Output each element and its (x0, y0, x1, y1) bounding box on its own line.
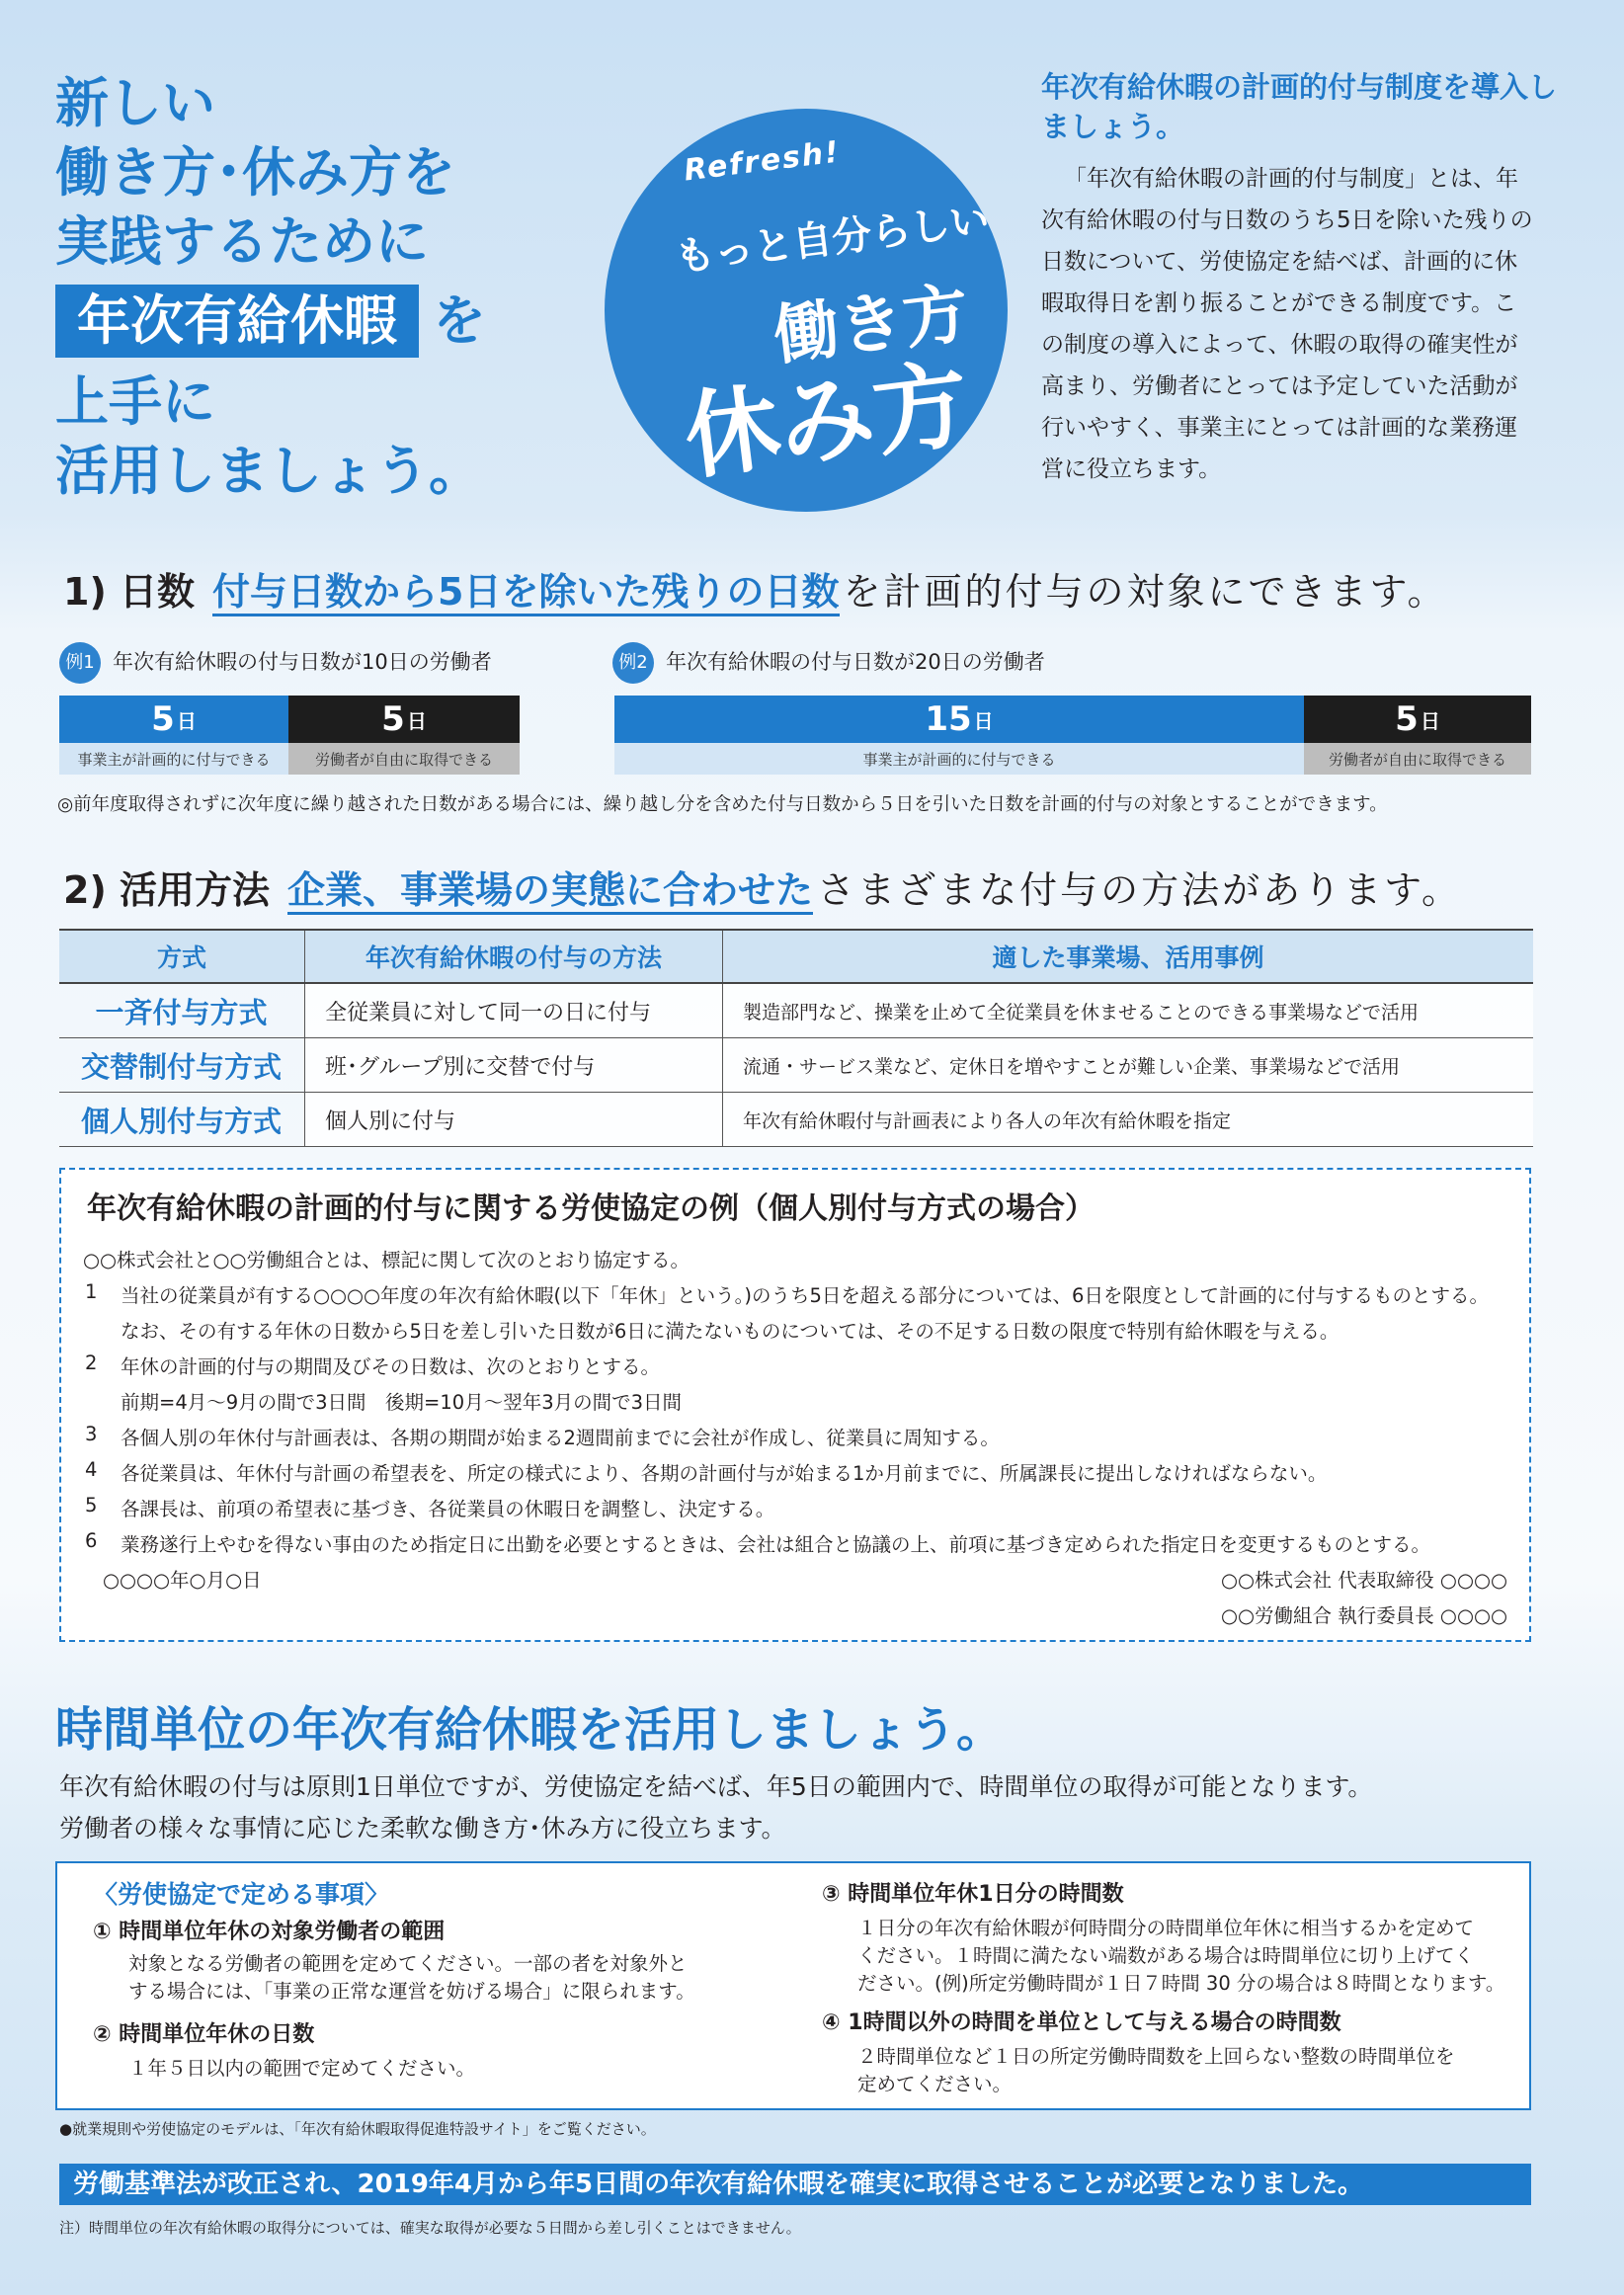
item-2-title: ② 時間単位年休の日数 (93, 2022, 315, 2047)
logo-line-1: もっと自分らしい (672, 197, 993, 282)
agreement-item-text: 各個人別の年休付与計画表は、各期の期間が始まる2週間前までに会社が作成し、従業員に周知する。 (121, 1427, 1000, 1449)
logo-refresh: Refresh! (682, 134, 843, 189)
item-1-text: 対象となる労働者の範囲を定めてください。一部の者を対象外と (128, 1952, 688, 1975)
time-unit-body (59, 1766, 1372, 1849)
table-cell-example: 年次有給休暇付与計画表により各人の年次有給休暇を指定 (723, 1093, 1534, 1147)
time-unit-body-line-1: 年次有給休暇の付与は原則1日単位ですが、労使協定を結べば、年5日の範囲内で、時間単位の取得が可能となります。 (59, 1772, 1373, 1801)
example-2-label (612, 642, 1045, 684)
item-4-text: ２時間単位など１日の所定労働時間数を上回らない整数の時間単位を (857, 2045, 1455, 2068)
item-3-text: １日分の年次有給休暇が何時間分の時間単位年休に相当するかを定めて (857, 1917, 1475, 1939)
item-4-text: 定めてください。 (857, 2073, 1013, 2095)
example-1-caption-employer: 事業主が計画的に付与できる (59, 743, 288, 775)
hero-line-1: 新しい (55, 72, 215, 134)
agreement-item-text: 各従業員は、年休付与計画の希望表を、所定の様式により、各期の計画付与が始まる1か月前までに、所属課長に提出しなければならない。 (121, 1462, 1328, 1485)
agreement-item-no: 2 (85, 1352, 98, 1374)
table-cell-method: 個人別付与方式 (59, 1093, 305, 1147)
footnote: 注）時間単位の年次有給休暇の取得分については、確実な取得が必要な５日間から差し引くことはできません。 (59, 2219, 801, 2237)
item-1-text: する場合には、「事業の正常な運営を妨げる場合」に限られます。 (128, 1980, 695, 2003)
agreement-intro: ○○株式会社と○○労働組合とは、標記に関して次のとおり協定する。 (83, 1249, 690, 1271)
example-1-seg-worker: 5 日 (288, 696, 520, 743)
hero-line-5: 上手に (55, 370, 215, 433)
section-1-heading (63, 561, 1447, 615)
table-header: 適した事業場、活用事例 (723, 930, 1534, 983)
section-2-heading (63, 860, 1462, 914)
table-row (59, 1038, 1533, 1093)
logo-line-3: 休み方 (679, 348, 975, 494)
example-1-text: 年次有給休暇の付与日数が10日の労働者 (113, 650, 492, 674)
table-cell-method: 一斉付与方式 (59, 983, 305, 1038)
agreement-item-no: 5 (85, 1494, 98, 1516)
table-cell-method: 交替制付与方式 (59, 1038, 305, 1093)
hero-highlight: 年次有給休暇 (55, 285, 419, 358)
item-3-title: ③ 時間単位年休1日分の時間数 (822, 1882, 1124, 1907)
methods-table (59, 929, 1533, 1147)
model-site-note: ●就業規則や労使協定のモデルは、「年次有給休暇取得促進特設サイト」をご覧ください。 (59, 2120, 656, 2138)
table-header: 年次有給休暇の付与の方法 (305, 930, 723, 983)
hero-line-2: 働き方･休み方を (55, 141, 455, 204)
item-2-text: １年５日以内の範囲で定めてください。 (128, 2057, 476, 2080)
agreement-title: 年次有給休暇の計画的付与に関する労使協定の例（個人別付与方式の場合） (87, 1191, 1095, 1226)
law-amendment-banner: 労働基準法が改正され、2019年4月から年5日間の年次有給休暇を確実に取得させることが必要となりました。 (59, 2164, 1531, 2205)
agreement-item-no: 1 (85, 1280, 98, 1303)
example-2-text: 年次有給休暇の付与日数が20日の労働者 (666, 650, 1045, 674)
agreement-item-no: 3 (85, 1423, 98, 1445)
agreement-item-text: 業務遂行上やむを得ない事由のため指定日に出勤を必要とするときは、会社は組合と協議の上、前項に基づき定められた指定日を変更するものとする。 (121, 1533, 1431, 1556)
agreement-item-text: 当社の従業員が有する○○○○年度の年次有給休暇(以下「年休」という。)のうち5日を超える部分については、6日を限度として計画的に付与するものとする。 (121, 1284, 1489, 1307)
item-3-text: ださい。(例)所定労働時間が１日７時間 30 分の場合は８時間となります。 (857, 1972, 1505, 1995)
example-2-seg-employer: 15 日 (614, 696, 1304, 743)
example-1-badge: 例1 (59, 642, 101, 684)
agreement-item-no: 6 (85, 1529, 98, 1552)
table-cell-way: 個人別に付与 (305, 1093, 723, 1147)
agreement-item-text: 年休の計画的付与の期間及びその日数は、次のとおりとする。 (121, 1355, 661, 1378)
agreement-item-text: なお、その有する年休の日数から5日を差し引いた日数が6日に満たないものについては、その不足する日数の限度で特別有給休暇を与える。 (121, 1320, 1340, 1343)
agreement-sign-company: ○○株式会社 代表取締役 ○○○○ (1221, 1569, 1507, 1592)
example-2-caption-employer: 事業主が計画的に付与できる (614, 743, 1304, 775)
section-1-number: 1) 日数 (63, 570, 196, 614)
example-1-bar (59, 696, 520, 775)
table-cell-example: 製造部門など、操業を止めて全従業員を休ませることのできる事業場などで活用 (723, 983, 1534, 1038)
section-1-rest: を計画的付与の対象にできます。 (843, 570, 1448, 614)
box-heading: 〈労使協定で定める事項〉 (93, 1880, 390, 1909)
hero-line-6: 活用しましょう。 (55, 440, 482, 502)
item-3-text: ください。１時間に満たない端数がある場合は時間単位に切り上げてく (857, 1944, 1475, 1967)
table-cell-way: 班･グループ別に交替で付与 (305, 1038, 723, 1093)
table-row (59, 1093, 1533, 1147)
example-1-label (59, 642, 492, 684)
intro-body: 「年次有給休暇の計画的付与制度」とは、年次有給休暇の付与日数のうち5日を除いた残りの日数について、労使協定を結べば、計画的に休暇取得日を割り振ることができる制度です。この制度の導入によって、休暇の取得の確実性が高まり、労働者にとっては予定していた活動が行いやすく、事業主にとっては計画的な業務運営に役立ちます。 (1041, 166, 1533, 482)
example-1-seg-employer: 5 日 (59, 696, 288, 743)
hero-particle: を (433, 289, 486, 352)
item-1-title: ① 時間単位年休の対象労働者の範囲 (93, 1920, 446, 1944)
table-row (59, 983, 1533, 1038)
table-header: 方式 (59, 930, 305, 983)
agreement-items-box (55, 1861, 1531, 2110)
agreement-item-text: 前期=4月～9月の間で3日間 後期=10月～翌年3月の間で3日間 (121, 1391, 683, 1414)
example-2-seg-worker: 5 日 (1304, 696, 1531, 743)
section-2-number: 2) 活用方法 (63, 868, 271, 912)
example-2-badge: 例2 (612, 642, 654, 684)
section-1-underline: 付与日数から5日を除いた残りの日数 (212, 570, 839, 616)
time-unit-body-line-2: 労働者の様々な事情に応じた柔軟な働き方･休み方に役立ちます。 (59, 1814, 786, 1843)
hero-heading (55, 69, 486, 506)
refresh-logo (605, 109, 1008, 512)
intro-title: 年次有給休暇の計画的付与制度を導入しましょう。 (1041, 70, 1558, 143)
agreement-item-text: 各課長は、前項の希望表に基づき、各従業員の休暇日を調整し、決定する。 (121, 1498, 775, 1520)
example-2-caption-worker: 労働者が自由に取得できる (1304, 743, 1531, 775)
table-cell-example: 流通・サービス業など、定休日を増やすことが難しい企業、事業場などで活用 (723, 1038, 1534, 1093)
hero-line-3: 実践するために (55, 210, 429, 273)
item-4-title: ④ 1時間以外の時間を単位として与える場合の時間数 (822, 2010, 1341, 2035)
section-2-rest: さまざまな付与の方法があります。 (817, 868, 1463, 912)
table-cell-way: 全従業員に対して同一の日に付与 (305, 983, 723, 1038)
agreement-item-no: 4 (85, 1458, 98, 1481)
table-header-row (59, 930, 1533, 983)
example-1-caption-worker: 労働者が自由に取得できる (288, 743, 520, 775)
section-2-underline: 企業、事業場の実態に合わせた (287, 868, 813, 915)
agreement-date: ○○○○年○月○日 (103, 1569, 262, 1592)
agreement-sign-union: ○○労働組合 執行委員長 ○○○○ (1221, 1604, 1507, 1627)
time-unit-title: 時間単位の年次有給休暇を活用しましょう。 (55, 1702, 1005, 1758)
example-2-bar (614, 696, 1531, 775)
logo-line-2: 働き方 (769, 275, 973, 374)
carryover-note: ◎前年度取得されずに次年度に繰り越された日数がある場合には、繰り越し分を含めた付与日数から５日を引いた日数を計画的付与の対象とすることができます。 (57, 794, 1388, 815)
agreement-example-box (59, 1168, 1531, 1642)
